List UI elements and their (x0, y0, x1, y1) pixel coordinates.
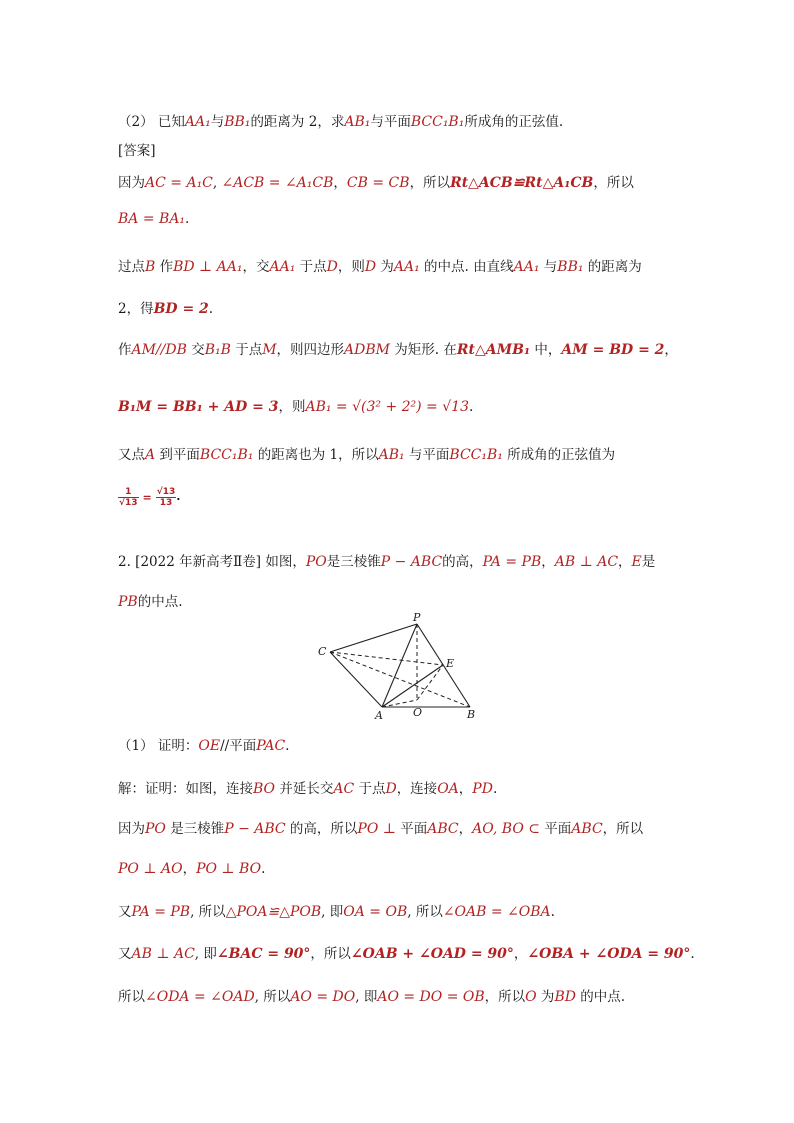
answer-line-7: 又点A 到平面BCC₁B₁ 的距离也为 1，所以AB₁ 与平面BCC₁B₁ 所成角的正弦值为 (118, 447, 616, 463)
solution-line-2: 因为PO 是三棱锥P − ABC 的高，所以PO ⊥ 平面ABC，AO, BO ⊂ 平面ABC，所以 (118, 821, 644, 837)
solution-line-1: 解：证明：如图，连接BO 并延长交AC 于点D，连接OA，PD. (118, 781, 498, 797)
label-A: A (375, 709, 383, 722)
pyramid-figure (310, 612, 490, 724)
label-P: P (413, 612, 421, 624)
solution-line-3: PO ⊥ AO，PO ⊥ BO. (118, 861, 266, 877)
label-E: E (446, 657, 455, 670)
dashed-OE (417, 665, 443, 700)
answer-line-4: 2，得BD = 2. (118, 301, 214, 317)
edge-CA (330, 652, 382, 707)
answer-line-1: 因为AC = A₁C, ∠ACB = ∠A₁CB，CB = CB，所以Rt△ACB≌Rt△A₁CB，所以 (118, 175, 634, 191)
edge-CP (330, 624, 417, 652)
question-part-2: （2） 已知AA₁与BB₁的距离为 2，求AB₁与平面BCC₁B₁所成角的正弦值. (118, 114, 564, 130)
solution-line-4: 又PA = PB, 所以△POA≌△POB, 即OA = OB, 所以∠OAB = ∠OBA. (118, 904, 555, 920)
answer-label: [答案] (118, 143, 156, 159)
subquestion-1: （1） 证明：OE//平面PAC. (118, 738, 290, 754)
label-C: C (318, 645, 327, 658)
answer-line-5: 作AM//DB 交B₁B 于点M，则四边形ADBM 为矩形. 在Rt△AMB₁ 中，AM = BD = 2， (118, 342, 678, 358)
answer-line-3: 过点B 作BD ⊥ AA₁，交AA₁ 于点D，则D 为AA₁ 的中点. 由直线AA₁ 与BB₁ 的距离为 (118, 259, 642, 275)
edge-PB (417, 624, 470, 707)
solution-line-5: 又AB ⊥ AC, 即∠BAC = 90°，所以∠OAB + ∠OAD = 90°，∠OBA + ∠ODA = 90°. (118, 946, 695, 962)
solution-line-6: 所以∠ODA = ∠OAD, 所以AO = DO, 即AO = DO = OB，所以O 为BD 的中点. (118, 989, 626, 1005)
question-2-line-1: 2. [2022 年新高考Ⅱ卷] 如图，PO是三棱锥P − ABC的高，PA = PB，AB ⊥ AC，E是 (118, 554, 656, 570)
question-2-line-2: PB的中点. (118, 594, 183, 610)
sine-value-fraction: $\frac{1}{√13}$ = $\frac{√13}{13}$ . (119, 487, 181, 508)
label-O: O (413, 706, 423, 719)
dashed-CE (330, 652, 443, 665)
answer-line-2: BA = BA₁. (118, 211, 190, 227)
answer-line-6: B₁M = BB₁ + AD = 3，则AB₁ = √(3² + 2²) = √13. (118, 399, 474, 415)
label-B: B (467, 708, 476, 721)
